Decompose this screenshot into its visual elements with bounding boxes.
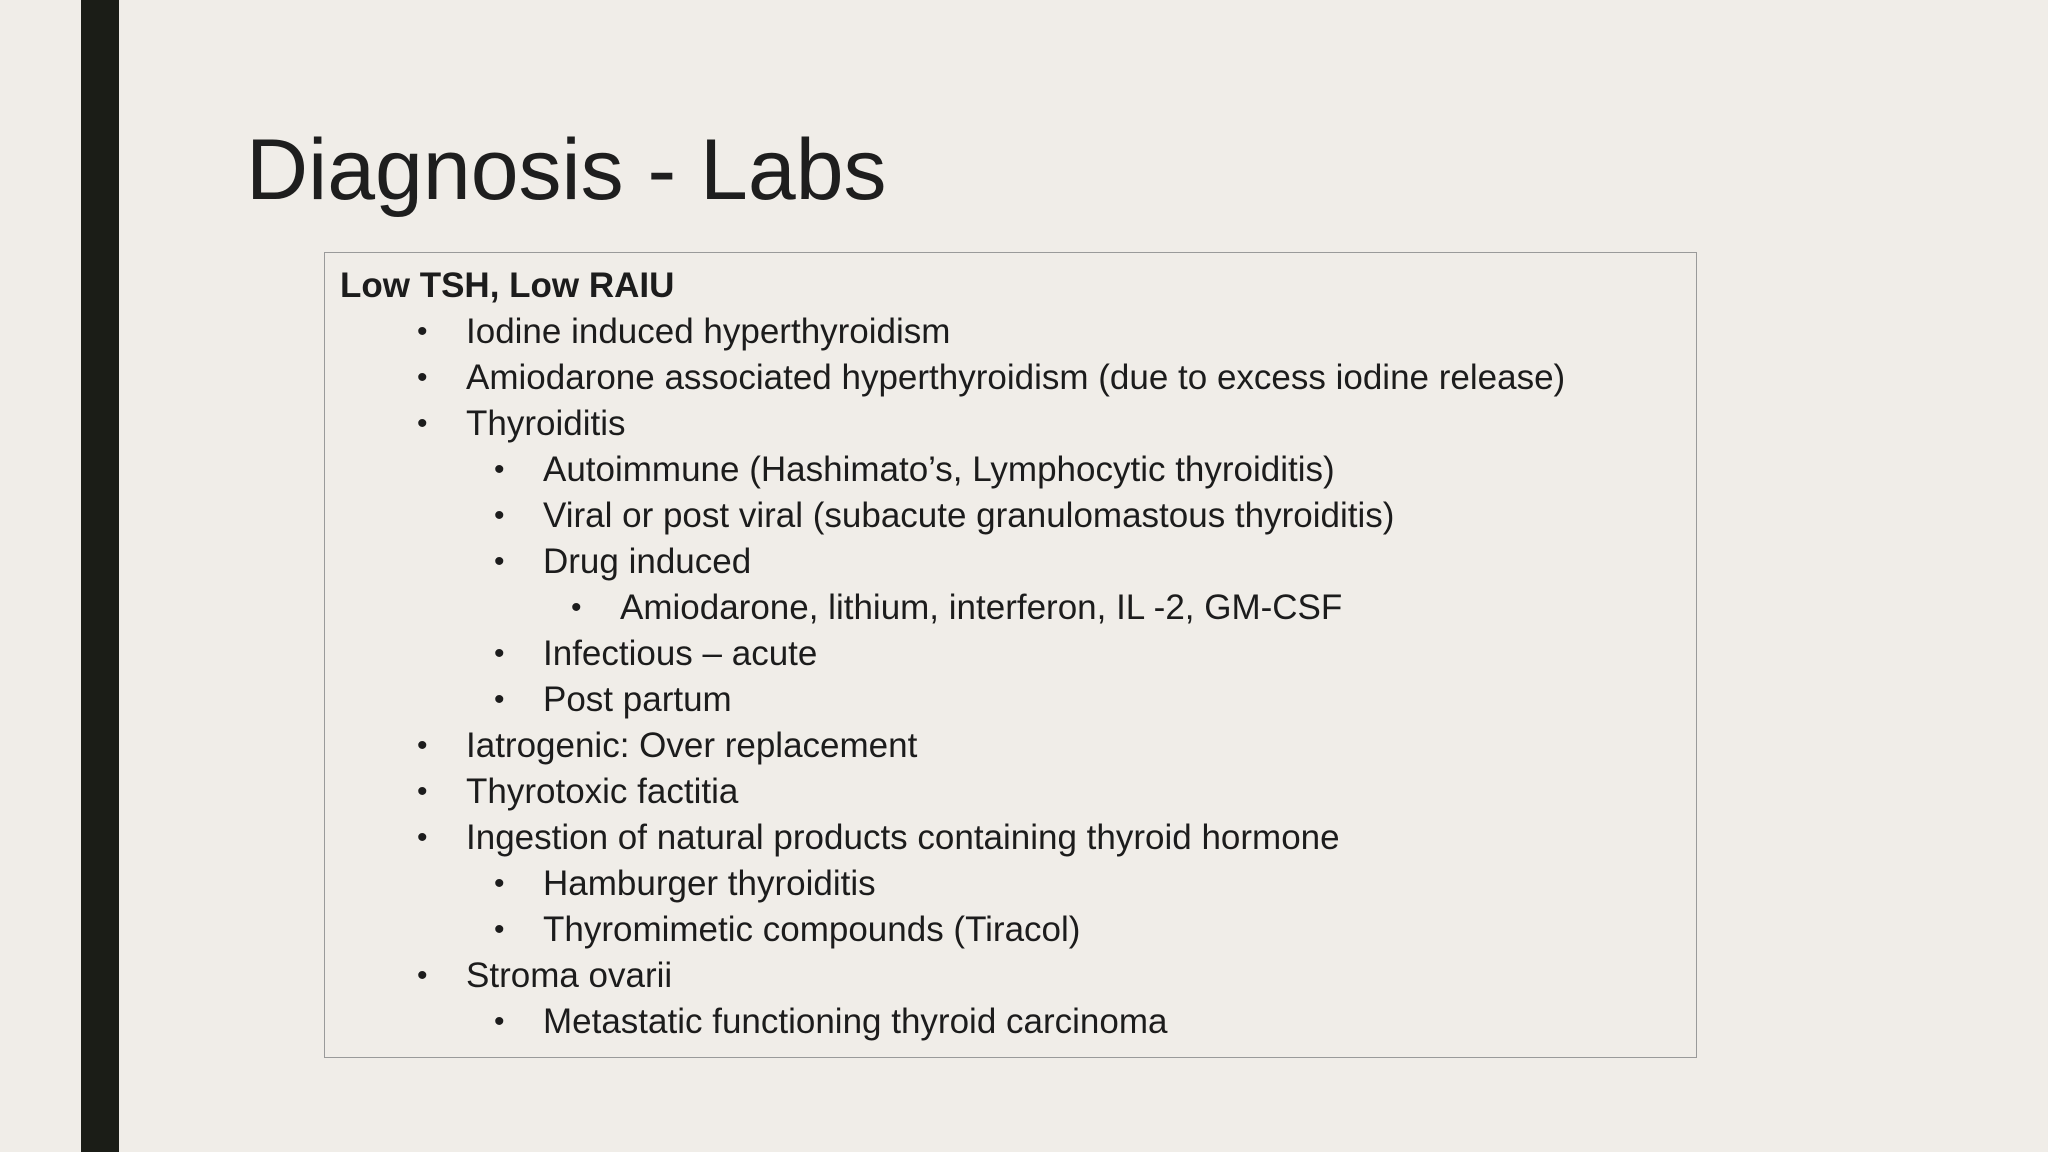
list-item-text: Amiodarone associated hyperthyroidism (due to excess iodine release)	[466, 358, 1566, 397]
list-item	[325, 953, 1565, 999]
list-item-text: Amiodarone, lithium, interferon, IL -2, GM-CSF	[620, 588, 1343, 627]
list-item	[325, 493, 1565, 539]
list-item	[325, 401, 1565, 447]
bullet-icon: •	[494, 913, 505, 946]
bullet-icon: •	[494, 499, 505, 532]
list-item	[325, 769, 1565, 815]
list-item	[325, 677, 1565, 723]
list-item	[325, 815, 1565, 861]
list-item-text: Stroma ovarii	[466, 956, 673, 995]
list-item-text: Viral or post viral (subacute granulomastous thyroiditis)	[543, 496, 1395, 535]
bullet-icon: •	[494, 683, 505, 716]
bullet-icon: •	[494, 1005, 505, 1038]
list-item	[325, 861, 1565, 907]
bullet-list	[325, 309, 1565, 1045]
bullet-icon: •	[417, 729, 428, 762]
list-item-text: Hamburger thyroiditis	[543, 864, 876, 903]
bullet-icon: •	[417, 361, 428, 394]
bullet-icon: •	[417, 407, 428, 440]
bullet-icon: •	[417, 821, 428, 854]
list-item	[325, 631, 1565, 677]
list-item	[325, 539, 1565, 585]
list-item-text: Post partum	[543, 680, 732, 719]
list-item	[325, 447, 1565, 493]
list-item	[325, 309, 1565, 355]
content-box	[324, 252, 1697, 1058]
list-item	[325, 585, 1565, 631]
list-item-text: Infectious – acute	[543, 634, 818, 673]
list-item-text: Ingestion of natural products containing thyroid hormone	[466, 818, 1340, 857]
slide-title: Diagnosis - Labs	[246, 122, 887, 218]
list-item-text: Iatrogenic: Over replacement	[466, 726, 918, 765]
list-item	[325, 907, 1565, 953]
bullet-icon: •	[494, 637, 505, 670]
list-item-text: Metastatic functioning thyroid carcinoma	[543, 1002, 1168, 1041]
list-item-text: Drug induced	[543, 542, 752, 581]
list-item	[325, 355, 1565, 401]
accent-side-bar	[81, 0, 119, 1152]
bullet-icon: •	[417, 315, 428, 348]
list-item	[325, 723, 1565, 769]
bullet-icon: •	[417, 959, 428, 992]
list-item-text: Thyroiditis	[466, 404, 626, 443]
list-item-text: Thyromimetic compounds (Tiracol)	[543, 910, 1081, 949]
list-item-text: Autoimmune (Hashimato’s, Lymphocytic thyroiditis)	[543, 450, 1335, 489]
bullet-icon: •	[494, 867, 505, 900]
list-item-text: Thyrotoxic factitia	[466, 772, 739, 811]
box-heading: Low TSH, Low RAIU	[340, 266, 675, 305]
bullet-icon: •	[417, 775, 428, 808]
bullet-icon: •	[494, 545, 505, 578]
bullet-icon: •	[571, 591, 582, 624]
list-item-text: Iodine induced hyperthyroidism	[466, 312, 951, 351]
list-item	[325, 999, 1565, 1045]
bullet-icon: •	[494, 453, 505, 486]
